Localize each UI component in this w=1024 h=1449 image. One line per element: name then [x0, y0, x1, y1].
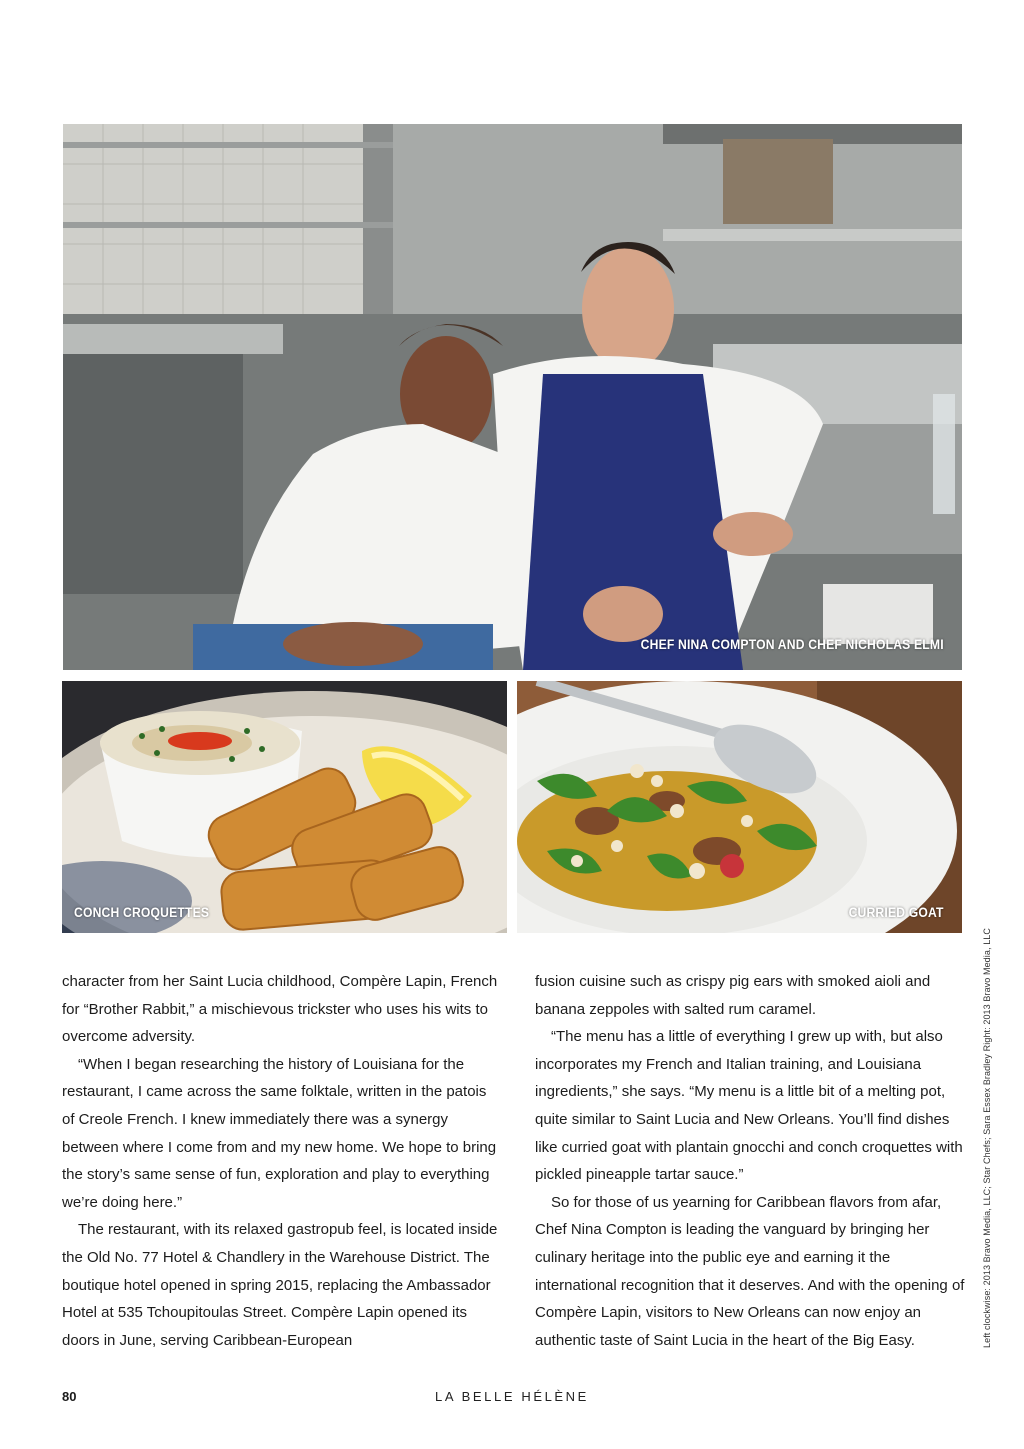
right-column [535, 968, 975, 1354]
croquettes-photo [62, 681, 507, 933]
running-head: LA BELLE HÉLÈNE [435, 1389, 589, 1404]
curried-goat-photo-caption: CURRIED GOAT [848, 905, 944, 920]
chefs-photo [63, 124, 962, 670]
paragraph: fusion cuisine such as crispy pig ears with smoked aioli and banana zeppoles with salted rum caramel. [535, 973, 931, 1018]
paragraph: character from her Saint Lucia childhood, Compère Lapin, French for “Brother Rabbit,” a mischievous trickster who uses his wits to overcome adversity. [62, 973, 498, 1046]
curried-goat-photo [517, 681, 962, 933]
paragraph: The restaurant, with its relaxed gastropub feel, is located inside the Old No. 77 Hotel & Chandlery in the Warehouse District. The boutique hotel opened in spring 2015, replacing the Ambassador Hotel at 535 Tchoupitoulas Street. Compère Lapin opened its doors in June, serving Caribbean-European [62, 1221, 498, 1349]
page-number: 80 [62, 1389, 77, 1404]
paragraph: “When I began researching the history of Louisiana for the restaurant, I came across the same folktale, written in the patois of Creole French. I knew immediately there was a synergy between where I come from and my new home. We hope to bring the story’s same sense of fun, exploration and play to everything we’re doing here.” [62, 1055, 497, 1211]
paragraph: So for those of us yearning for Caribbean flavors from afar, Chef Nina Compton is leading the vanguard by bringing her culinary heritage into the public eye and earning it the international recognition that it deserves. And with the opening of Compère Lapin, visitors to New Orleans can now enjoy an authentic taste of Saint Lucia in the heart of the Big Easy. [535, 1193, 965, 1349]
photo-credit: Left clockwise: 2013 Bravo Media, LLC; Star Chefs; Sara Essex Bradley Right: 2013 Bravo Media, LLC [982, 927, 992, 1348]
left-column [62, 968, 502, 1354]
chefs-photo-caption: CHEF NINA COMPTON AND CHEF NICHOLAS ELMI [640, 637, 944, 652]
croquettes-photo-caption: CONCH CROQUETTES [74, 905, 210, 920]
paragraph: “The menu has a little of everything I grew up with, but also incorporates my French and Italian training, and Louisiana ingredients,” she says. “My menu is a little bit of a melting pot, quite similar to Saint Lucia and New Orleans. You’ll find dishes like curried goat with plantain gnocchi and conch croquettes with pickled pineapple tartar sauce.” [535, 1028, 963, 1184]
